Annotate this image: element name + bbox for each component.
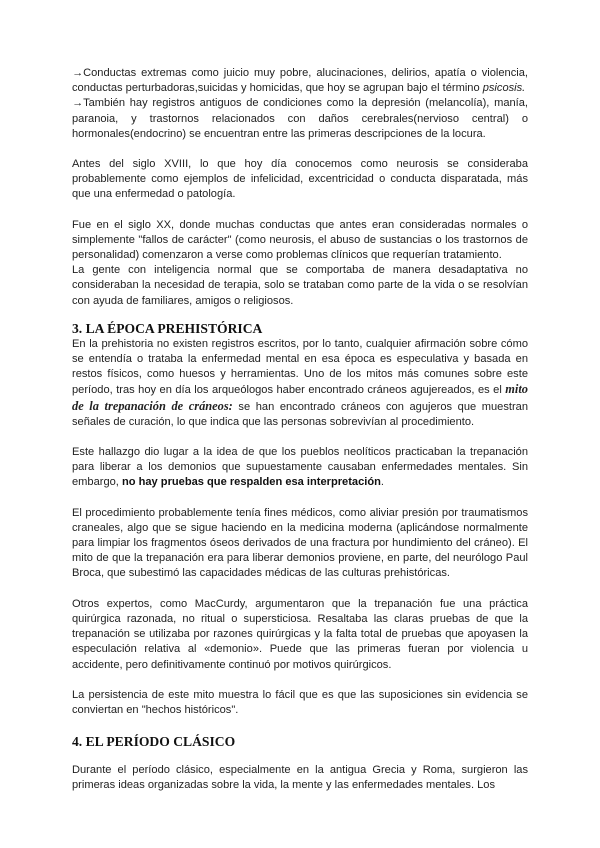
term-psicosis: psicosis. xyxy=(482,82,526,95)
text-run: →También hay registros antiguos de condiciones como la depresión (melancolía), manía, paranoia, y trastornos relacionados con daños cerebrales(nervioso central) o hormonales(endocrino) se encuentran entre las primeras descripciones de la locura. xyxy=(72,97,528,140)
paragraph-persistencia: La persistencia de este mito muestra lo fácil que es que las suposiciones sin evidencia se conviertan en "hechos históricos". xyxy=(72,688,528,716)
paragraph-maccurdy: Otros expertos, como MacCurdy, argumentaron que la trepanación fue una práctica quirúrgica razonada, no ritual o supersticiosa. Resaltaba las claras pruebas de que la trepanación se utilizaba por razones quirúrgicas y la falta total de pruebas que apoyasen la especulación relativa al «demonio». Puede que las primeras fueran por violencia u accidente, pero definitivamente continuó por motivos quirúrgicos. xyxy=(72,597,528,671)
emphasis-no-pruebas: no hay pruebas que respalden esa interpretación xyxy=(121,476,381,489)
text-run: La gente con inteligencia normal que se comportaba de manera desadaptativa no consideraban la necesidad de terapia, solo se trataban como parte de la vida o se resolvían con ayuda de familiares, amigos o religiosos. xyxy=(72,264,528,307)
paragraph-procedimiento: El procedimiento probablemente tenía fines médicos, como aliviar presión por traumatismos craneales, algo que se sigue haciendo en la medicina moderna (aplicándose normalmente para limpiar los fragmentos óseos derivados de una fractura por hundimiento del cráneo). El mito de que la trepanación era para liberar demonios proviene, en parte, del neurólogo Paul Broca, que subestimó las capacidades médicas de las culturas prehistóricas. xyxy=(72,506,528,580)
section-heading-prehistorica: 3. LA ÉPOCA PREHISTÓRICA xyxy=(72,320,263,336)
text-run: Fue en el siglo XX, donde muchas conductas que antes eran consideradas normales o simplemente "fallos de carácter" (como neurosis, el abuso de sustancias o los trastornos de personalidad) comenzaron a verse como problemas clínicos que requerían tratamiento. xyxy=(72,218,528,262)
paragraph-prehistoria xyxy=(72,337,528,430)
paragraph-clasico: Durante el período clásico, especialmente en la antigua Grecia y Roma, surgieron las primeras ideas organizadas sobre la vida, la mente y las enfermedades mentales. Los xyxy=(72,764,528,792)
text-run: En la prehistoria no existen registros escritos, por lo tanto, cualquier afirmación sobre cómo se entendía o trataba la enfermedad mental en esa época es especulativa y basada en restos físicos, como huesos y herramientas. Uno de los mitos más comunes sobre este período, tras hoy en día los arqueólogos haber encontrado cráneos agujereados, es el xyxy=(72,337,528,397)
paragraph-neurosis: Antes del siglo XVIII, lo que hoy día conocemos como neurosis se consideraba probablemente como ejemplos de infelicidad, excentricidad o conducta disparatada, más que una enfermedad o patología. xyxy=(72,158,528,201)
paragraph-siglo-xx xyxy=(72,218,528,309)
term-mito-trepanacion: mito de la trepanación de cráneos: xyxy=(72,382,528,413)
paragraph-psicosis xyxy=(72,66,528,142)
text-run: . xyxy=(380,476,384,489)
section-heading-clasico: 4. EL PERÍODO CLÁSICO xyxy=(72,734,236,750)
text-run: →Conductas extremas como juicio muy pobre, alucinaciones, delirios, apatía o violencia, conductas perturbadoras,suicidas y homicidas, que hoy se agrupan bajo el término xyxy=(72,67,528,95)
text-run: se han encontrado cráneos con agujeros que muestran señales de curación, lo que indica que las personas sobrevivían al procedimiento. xyxy=(72,400,528,428)
text-run: Este hallazgo dio lugar a la idea de que los pueblos neolíticos practicaban la trepanación para liberar a los demonios que supuestamente causaban enfermedades mentales. Sin embargo, xyxy=(72,446,528,489)
paragraph-hallazgo xyxy=(72,445,528,491)
document-page xyxy=(72,66,528,794)
